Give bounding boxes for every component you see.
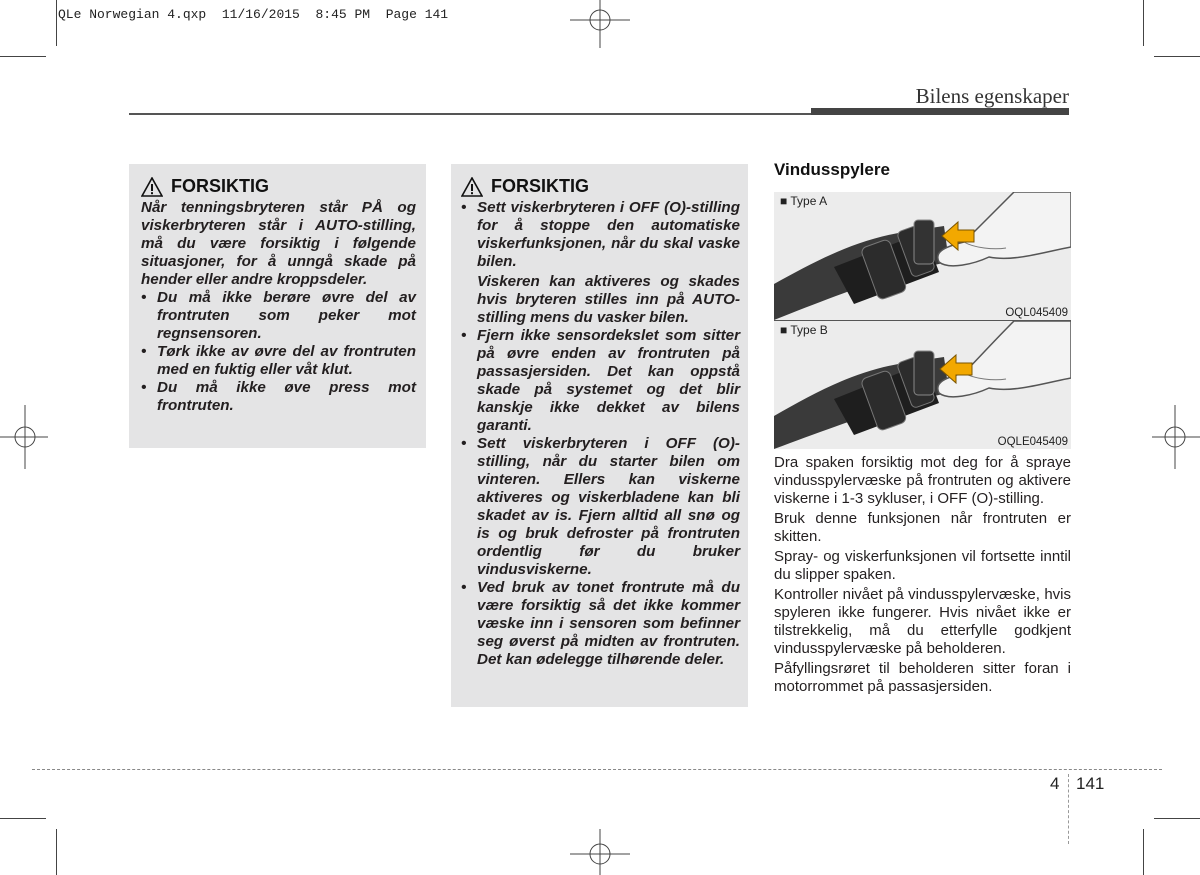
list-item: • Sett viskerbryteren i OFF (O)-stilling for å stoppe den automatiske viskerfunksjonen, når du skal vaske bilen. Viskeren kan aktiveres og skades hvis bryteren stilles inn på AUTO-stilling mens du vasker bilen. <box>461 199 740 326</box>
list-item: • Sett viskerbryteren i OFF (O)-stilling, når du starter bilen om vinteren. Ellers kan viskerne aktiveres og viskerbladene kan bli skadet av is. Fjern alltid all snø og is og bruk defroster på frontruten ordentlig før du bruker vindusviskerne. <box>461 435 740 578</box>
washer-section <box>774 160 1071 698</box>
registration-mark-left <box>0 405 48 469</box>
wiper-stalk-illustration <box>774 192 1071 320</box>
figure-type-b <box>774 321 1071 449</box>
registration-mark-top <box>570 0 630 50</box>
caution-body-left <box>141 199 416 415</box>
list-item: • Ved bruk av tonet frontrute må du være forsiktig så det ikke kommer væske inn i sensoren som befinner seg øverst på midten av frontruten. Det kan ødelegge tilhørende deler. <box>461 579 740 668</box>
chapter-number: 4 <box>1050 774 1060 793</box>
print-date: 11/16/2015 <box>221 7 300 22</box>
caution-heading-middle <box>461 176 740 197</box>
warning-triangle-icon <box>141 177 163 197</box>
wiper-stalk-illustration <box>774 321 1071 449</box>
caution-heading-text: FORSIKTIG <box>171 176 269 196</box>
list-item: • Du må ikke øve press mot frontruten. <box>141 379 416 414</box>
registration-mark-bottom <box>570 827 630 875</box>
figure-code: OQL045409 <box>1005 307 1068 319</box>
figure-type-a <box>774 192 1071 320</box>
paragraph: Kontroller nivået på vindusspylervæske, hvis spyleren ikke fungerer. Hvis nivået ikke er tilstrekkelig, må du etterfylle godkjent vindusspylervæske på beholderen. <box>774 586 1071 657</box>
figure-label: ■ Type A <box>780 194 828 208</box>
header-rule-accent <box>811 108 1069 115</box>
list-item: • Du må ikke berøre øvre del av frontruten som peker mot regnsensoren. <box>141 289 416 342</box>
paragraph: Spray- og viskerfunksjonen vil fortsette inntil du slipper spaken. <box>774 548 1071 583</box>
paragraph: Dra spaken forsiktig mot deg for å spraye vindusspylervæske på frontruten og aktivere viskerne i 1-3 sykluser, i OFF (O)-stilling. <box>774 454 1071 507</box>
print-file: QLe Norwegian 4.qxp <box>58 7 207 22</box>
warning-triangle-icon <box>461 177 483 197</box>
page-number: 141 <box>1076 774 1105 793</box>
figure-label: ■ Type B <box>780 323 828 337</box>
registration-mark-right <box>1152 405 1200 469</box>
section-body <box>774 454 1071 696</box>
page-number-separator <box>1068 774 1070 844</box>
caution-intro: Når tenningsbryteren står PÅ og viskerbryteren står i AUTO-stilling, må du være forsiktig i følgende situasjoner, for å unngå skade på hender eller andre kroppsdeler. <box>141 199 416 288</box>
caution-body-middle <box>461 199 740 669</box>
print-page-label: Page 141 <box>385 7 449 22</box>
section-title: Vindusspylere <box>774 160 890 179</box>
paragraph: Bruk denne funksjonen når frontruten er skitten. <box>774 510 1071 545</box>
print-metadata <box>58 7 448 22</box>
caution-box-left <box>129 164 426 448</box>
caution-list-left <box>141 289 416 415</box>
paragraph: Påfyllingsrøret til beholderen sitter foran i motorrommet på passasjersiden. <box>774 660 1071 695</box>
figure-code: OQLE045409 <box>997 436 1068 448</box>
page-header-title: Bilens egenskaper <box>915 84 1069 108</box>
list-item: • Tørk ikke av øvre del av frontruten med en fuktig eller våt klut. <box>141 343 416 378</box>
caution-list-middle <box>461 199 740 669</box>
caution-box-middle <box>451 164 748 707</box>
footer-rule <box>32 769 1162 770</box>
caution-heading-text: FORSIKTIG <box>491 176 589 196</box>
caution-heading-left <box>141 176 416 197</box>
list-item: • Fjern ikke sensordekslet som sitter på øvre enden av frontruten på passasjersiden. Det kan oppstå skade på systemet og det blir kanskje ikke dekket av bilens garanti. <box>461 327 740 434</box>
print-time: 8:45 PM <box>315 7 371 22</box>
